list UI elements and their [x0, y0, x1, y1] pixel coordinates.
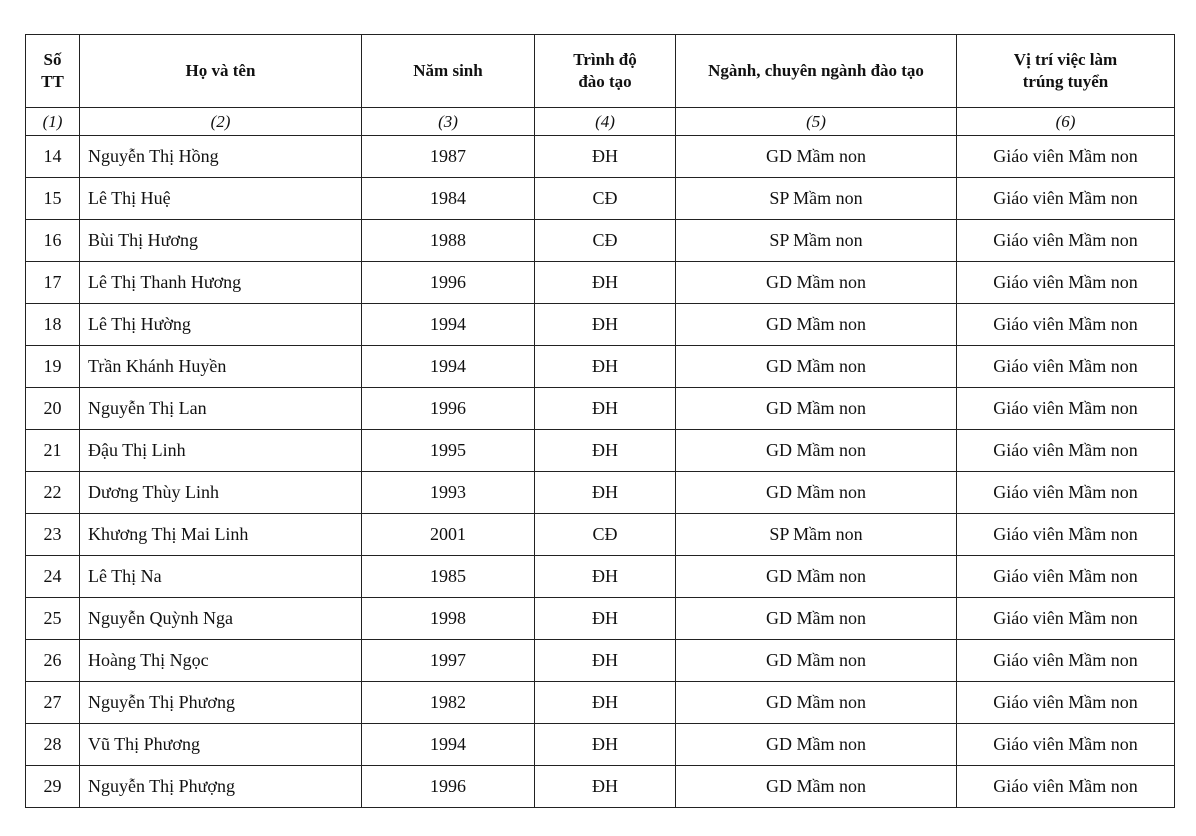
- stt-cell: 20: [26, 388, 80, 430]
- table-row: [26, 178, 1175, 220]
- education-level-cell: ĐH: [535, 472, 676, 514]
- major-cell: GD Mầm non: [676, 136, 957, 178]
- name-cell: Lê Thị Hường: [80, 304, 362, 346]
- position-cell: Giáo viên Mầm non: [957, 388, 1175, 430]
- birth-year-cell: 2001: [362, 514, 535, 556]
- name-cell: Nguyễn Thị Hồng: [80, 136, 362, 178]
- birth-year-cell: 1987: [362, 136, 535, 178]
- position-cell: Giáo viên Mầm non: [957, 766, 1175, 808]
- position-cell: Giáo viên Mầm non: [957, 556, 1175, 598]
- birth-year-cell: 1994: [362, 346, 535, 388]
- birth-year-cell: 1993: [362, 472, 535, 514]
- position-cell: Giáo viên Mầm non: [957, 472, 1175, 514]
- birth-year-cell: 1997: [362, 640, 535, 682]
- name-cell: Nguyễn Thị Lan: [80, 388, 362, 430]
- education-level-cell: ĐH: [535, 556, 676, 598]
- education-level-cell: ĐH: [535, 262, 676, 304]
- major-cell: GD Mầm non: [676, 766, 957, 808]
- stt-cell: 26: [26, 640, 80, 682]
- position-cell: Giáo viên Mầm non: [957, 430, 1175, 472]
- header-row: [26, 35, 1175, 108]
- major-cell: GD Mầm non: [676, 430, 957, 472]
- name-cell: Lê Thị Na: [80, 556, 362, 598]
- major-cell: SP Mầm non: [676, 514, 957, 556]
- position-cell: Giáo viên Mầm non: [957, 220, 1175, 262]
- birth-year-cell: 1996: [362, 766, 535, 808]
- index-cell: (1): [26, 108, 80, 136]
- index-cell: (3): [362, 108, 535, 136]
- education-level-cell: CĐ: [535, 178, 676, 220]
- name-cell: Trần Khánh Huyền: [80, 346, 362, 388]
- index-cell: (4): [535, 108, 676, 136]
- birth-year-cell: 1985: [362, 556, 535, 598]
- education-level-cell: ĐH: [535, 766, 676, 808]
- recruitment-table: [25, 34, 1175, 808]
- major-cell: GD Mầm non: [676, 262, 957, 304]
- name-cell: Hoàng Thị Ngọc: [80, 640, 362, 682]
- position-cell: Giáo viên Mầm non: [957, 136, 1175, 178]
- position-cell: Giáo viên Mầm non: [957, 598, 1175, 640]
- position-cell: Giáo viên Mầm non: [957, 640, 1175, 682]
- name-cell: Nguyễn Thị Phượng: [80, 766, 362, 808]
- education-level-cell: ĐH: [535, 598, 676, 640]
- major-cell: SP Mầm non: [676, 220, 957, 262]
- name-cell: Nguyễn Quỳnh Nga: [80, 598, 362, 640]
- position-cell: Giáo viên Mầm non: [957, 178, 1175, 220]
- header-stt: Số TT: [26, 35, 80, 108]
- table-row: [26, 598, 1175, 640]
- stt-cell: 14: [26, 136, 80, 178]
- index-cell: (6): [957, 108, 1175, 136]
- name-cell: Dương Thùy Linh: [80, 472, 362, 514]
- position-cell: Giáo viên Mầm non: [957, 346, 1175, 388]
- stt-cell: 16: [26, 220, 80, 262]
- birth-year-cell: 1982: [362, 682, 535, 724]
- major-cell: GD Mầm non: [676, 598, 957, 640]
- name-cell: Khương Thị Mai Linh: [80, 514, 362, 556]
- major-cell: GD Mầm non: [676, 304, 957, 346]
- stt-cell: 18: [26, 304, 80, 346]
- name-cell: Lê Thị Huệ: [80, 178, 362, 220]
- header-position: Vị trí việc làm trúng tuyển: [957, 35, 1175, 108]
- education-level-cell: ĐH: [535, 682, 676, 724]
- stt-cell: 24: [26, 556, 80, 598]
- major-cell: GD Mầm non: [676, 724, 957, 766]
- education-level-cell: ĐH: [535, 304, 676, 346]
- name-cell: Nguyễn Thị Phương: [80, 682, 362, 724]
- education-level-cell: ĐH: [535, 430, 676, 472]
- birth-year-cell: 1996: [362, 262, 535, 304]
- index-cell: (5): [676, 108, 957, 136]
- education-level-cell: ĐH: [535, 388, 676, 430]
- birth-year-cell: 1994: [362, 724, 535, 766]
- birth-year-cell: 1996: [362, 388, 535, 430]
- position-cell: Giáo viên Mầm non: [957, 682, 1175, 724]
- table-row: [26, 682, 1175, 724]
- stt-cell: 29: [26, 766, 80, 808]
- stt-cell: 17: [26, 262, 80, 304]
- table-row: [26, 724, 1175, 766]
- position-cell: Giáo viên Mầm non: [957, 262, 1175, 304]
- table-row: [26, 262, 1175, 304]
- major-cell: GD Mầm non: [676, 346, 957, 388]
- education-level-cell: CĐ: [535, 220, 676, 262]
- education-level-cell: ĐH: [535, 346, 676, 388]
- major-cell: GD Mầm non: [676, 640, 957, 682]
- table-row: [26, 766, 1175, 808]
- column-index-row: [26, 108, 1175, 136]
- stt-cell: 15: [26, 178, 80, 220]
- birth-year-cell: 1998: [362, 598, 535, 640]
- table-row: [26, 220, 1175, 262]
- birth-year-cell: 1984: [362, 178, 535, 220]
- table-row: [26, 514, 1175, 556]
- stt-cell: 22: [26, 472, 80, 514]
- name-cell: Vũ Thị Phương: [80, 724, 362, 766]
- stt-cell: 25: [26, 598, 80, 640]
- table-row: [26, 136, 1175, 178]
- position-cell: Giáo viên Mầm non: [957, 304, 1175, 346]
- position-cell: Giáo viên Mầm non: [957, 724, 1175, 766]
- birth-year-cell: 1988: [362, 220, 535, 262]
- stt-cell: 19: [26, 346, 80, 388]
- major-cell: GD Mầm non: [676, 388, 957, 430]
- table-row: [26, 430, 1175, 472]
- education-level-cell: CĐ: [535, 514, 676, 556]
- education-level-cell: ĐH: [535, 724, 676, 766]
- header-major: Ngành, chuyên ngành đào tạo: [676, 35, 957, 108]
- major-cell: GD Mầm non: [676, 682, 957, 724]
- table-row: [26, 640, 1175, 682]
- table-row: [26, 304, 1175, 346]
- position-cell: Giáo viên Mầm non: [957, 514, 1175, 556]
- stt-cell: 28: [26, 724, 80, 766]
- table-row: [26, 346, 1175, 388]
- header-name: Họ và tên: [80, 35, 362, 108]
- table-row: [26, 388, 1175, 430]
- header-birth-year: Năm sinh: [362, 35, 535, 108]
- stt-cell: 23: [26, 514, 80, 556]
- major-cell: GD Mầm non: [676, 556, 957, 598]
- stt-cell: 21: [26, 430, 80, 472]
- name-cell: Bùi Thị Hương: [80, 220, 362, 262]
- index-cell: (2): [80, 108, 362, 136]
- major-cell: SP Mầm non: [676, 178, 957, 220]
- name-cell: Lê Thị Thanh Hương: [80, 262, 362, 304]
- name-cell: Đậu Thị Linh: [80, 430, 362, 472]
- table-row: [26, 472, 1175, 514]
- stt-cell: 27: [26, 682, 80, 724]
- major-cell: GD Mầm non: [676, 472, 957, 514]
- birth-year-cell: 1994: [362, 304, 535, 346]
- header-education-level: Trình độ đào tạo: [535, 35, 676, 108]
- education-level-cell: ĐH: [535, 136, 676, 178]
- table-row: [26, 556, 1175, 598]
- birth-year-cell: 1995: [362, 430, 535, 472]
- education-level-cell: ĐH: [535, 640, 676, 682]
